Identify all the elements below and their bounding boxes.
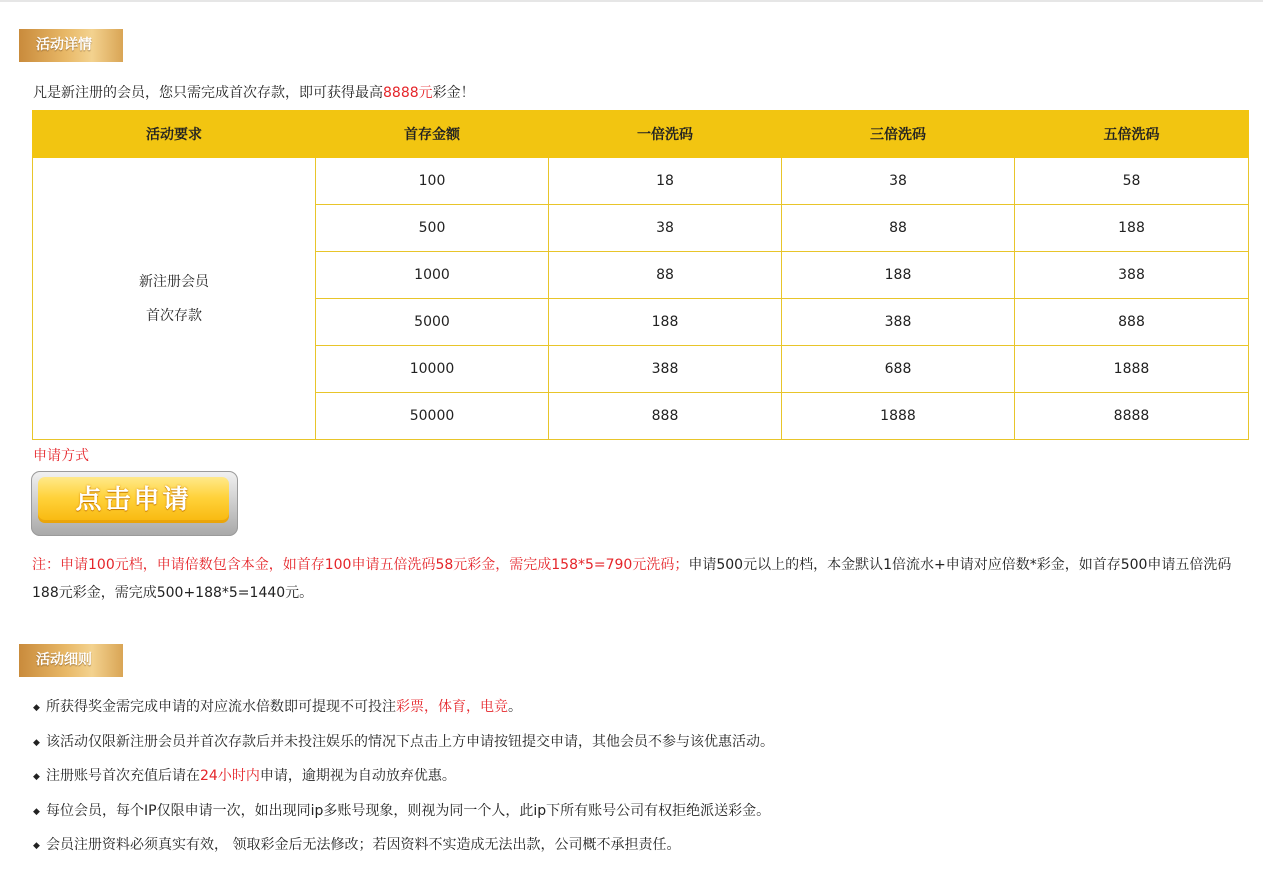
intro-after: 彩金！ xyxy=(432,85,475,101)
rule-text-after: 。 xyxy=(508,699,522,715)
table-cell: 388 xyxy=(1015,252,1249,299)
table-cell: 18 xyxy=(549,158,782,205)
table-cell: 1000 xyxy=(316,252,549,299)
table-cell: 500 xyxy=(316,205,549,252)
table-cell: 688 xyxy=(782,346,1015,393)
rule-text: 该活动仅限新注册会员并首次存款后并未投注娱乐的情况下点击上方申请按钮提交申请，其他会员不参与该优惠活动。 xyxy=(46,733,774,750)
table-cell: 58 xyxy=(1015,158,1249,205)
table-cell: 888 xyxy=(1015,299,1249,346)
header-deposit: 首存金额 xyxy=(316,111,549,158)
rule-text-after: 申请，逾期视为自动放弃优惠。 xyxy=(259,768,456,784)
rule-text: 会员注册资料必须真实有效， 领取彩金后无法修改；若因资料不实造成无法出款，公司概不承担责任。 xyxy=(46,837,681,853)
table-cell: 388 xyxy=(549,346,782,393)
rule-text: 所获得奖金需完成申请的对应流水倍数即可提现不可投注 xyxy=(46,699,396,715)
apply-button[interactable] xyxy=(31,471,238,536)
table-cell: 1888 xyxy=(782,393,1015,440)
section-title-rules: 活动细则 xyxy=(19,644,123,677)
requirement-line: 新注册会员 xyxy=(139,273,209,290)
list-item xyxy=(33,800,1233,835)
table-cell: 8888 xyxy=(1015,393,1249,440)
requirement-line: 首次存款 xyxy=(146,307,202,324)
table-cell: 1888 xyxy=(1015,346,1249,393)
rule-text: 注册账号首次充值后请在 xyxy=(46,768,200,784)
diamond-bullet-icon: ◆ xyxy=(33,772,40,782)
list-item xyxy=(33,765,1233,800)
table-cell: 10000 xyxy=(316,346,549,393)
rules-list xyxy=(33,696,1233,869)
header-1x: 一倍洗码 xyxy=(549,111,782,158)
table-cell: 5000 xyxy=(316,299,549,346)
bonus-table xyxy=(32,110,1249,440)
diamond-bullet-icon: ◆ xyxy=(33,841,40,851)
apply-method-label: 申请方式 xyxy=(33,448,89,464)
intro-text xyxy=(33,82,475,102)
intro-before: 凡是新注册的会员，您只需完成首次存款，即可获得最高 xyxy=(33,85,383,101)
table-row xyxy=(33,158,1249,205)
table-cell: 188 xyxy=(549,299,782,346)
diamond-bullet-icon: ◆ xyxy=(33,806,40,817)
table-cell: 188 xyxy=(782,252,1015,299)
table-cell: 388 xyxy=(782,299,1015,346)
note-text xyxy=(32,551,1242,607)
apply-button-label[interactable]: 点击申请 xyxy=(38,477,229,523)
table-cell: 888 xyxy=(549,393,782,440)
diamond-bullet-icon: ◆ xyxy=(33,737,40,748)
intro-highlight: 8888元 xyxy=(383,85,433,101)
list-item xyxy=(33,696,1233,731)
list-item xyxy=(33,731,1233,766)
diamond-bullet-icon: ◆ xyxy=(33,703,40,713)
section-title-details: 活动详情 xyxy=(19,29,123,62)
table-cell: 88 xyxy=(782,205,1015,252)
rule-highlight: 彩票，体育，电竞 xyxy=(396,699,508,715)
table-cell: 38 xyxy=(782,158,1015,205)
header-requirement: 活动要求 xyxy=(33,111,316,158)
table-cell: 88 xyxy=(549,252,782,299)
table-cell: 188 xyxy=(1015,205,1249,252)
table-header-row xyxy=(33,111,1249,158)
rule-highlight: 24小时内 xyxy=(200,768,260,784)
rule-text: 每位会员，每个IP仅限申请一次，如出现同ip多账号现象，则视为同一个人，此ip下所有账号公司有权拒绝派送彩金。 xyxy=(46,802,771,819)
header-5x: 五倍洗码 xyxy=(1015,111,1249,158)
list-item xyxy=(33,834,1233,869)
note-black: 申请500元以上的档，本金默认1倍流水+申请对应倍数*彩金，如首存500申请五倍洗码188元彩金，需完成500+188*5=1440元。 xyxy=(32,557,1232,601)
table-cell: 50000 xyxy=(316,393,549,440)
requirement-cell xyxy=(33,158,316,440)
header-3x: 三倍洗码 xyxy=(782,111,1015,158)
top-divider xyxy=(0,0,1263,2)
note-red: 注：申请100元档，申请倍数包含本金，如首存100申请五倍洗码58元彩金，需完成158*5=790元洗码； xyxy=(32,557,689,573)
table-cell: 100 xyxy=(316,158,549,205)
table-cell: 38 xyxy=(549,205,782,252)
